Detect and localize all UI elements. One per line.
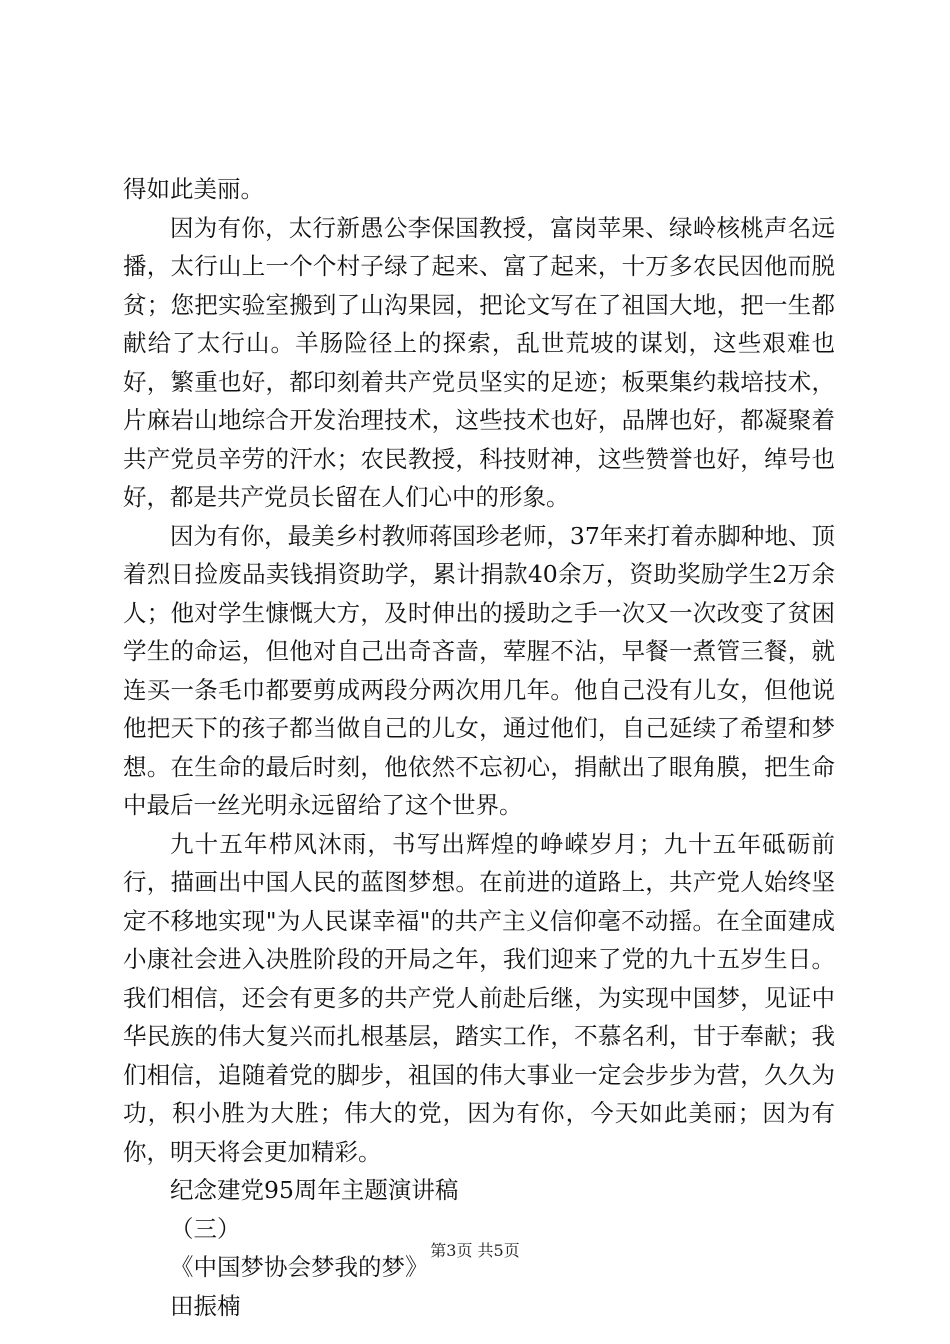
author-name: 田振楠 [170, 1291, 241, 1320]
document-body [123, 170, 835, 1325]
next-speech-number: （三） [170, 1214, 241, 1243]
paragraph-conclusion: 九十五年栉风沐雨，书写出辉煌的峥嵘岁月；九十五年砥砺前行，描画出中国人民的蓝图梦想。在前进的道路上，共产党人始终坚定不移地实现"为人民谋幸福"的共产主义信仰毫不动摇。在全面建成小康社会进入决胜阶段的开局之年，我们迎来了党的九十五岁生日。我们相信，还会有更多的共产党人前赴后继，为实现中国梦，见证中华民族的伟大复兴而扎根基层，踏实工作，不慕名利，甘于奉献；我们相信，追随着党的脚步，祖国的伟大事业一定会步步为营，久久为功，积小胜为大胜；伟大的党，因为有你，今天如此美丽；因为有你，明天将会更加精彩。 [123, 829, 835, 1166]
page-footer: 第3页 共5页 [430, 1241, 520, 1260]
next-speech-title: 纪念建党95周年主题演讲稿 [170, 1176, 459, 1204]
paragraph-jiang-guozhen: 因为有你，最美乡村教师蒋国珍老师，37年来打着赤脚种地、顶着烈日捡废品卖钱捐资助学，累计捐款40余万，资助奖励学生2万余人；他对学生慷慨大方，及时伸出的援助之手一次又一次改变了贫困学生的命运，但他对自己出奇吝啬，荤腥不沾，早餐一煮管三餐，就连买一条毛巾都要剪成两段分两次用几年。他自己没有儿女，但他说他把天下的孩子都当做自己的儿女，通过他们，自己延续了希望和梦想。在生命的最后时刻，他依然不忘初心，捐献出了眼角膜，把生命中最后一丝光明永远留给了这个世界。 [123, 521, 835, 819]
next-speech-subtitle: 《中国梦协会梦我的梦》 [170, 1253, 429, 1281]
paragraph-li-baoguo: 因为有你，太行新愚公李保国教授，富岗苹果、绿岭核桃声名远播，太行山上一个个村子绿了起来、富了起来，十万多农民因他而脱贫；您把实验室搬到了山沟果园，把论文写在了祖国大地，把一生都献给了太行山。羊肠险径上的探索，乱世荒坡的谋划，这些艰难也好，繁重也好，都印刻着共产党员坚实的足迹；板栗集约栽培技术，片麻岩山地综合开发治理技术，这些技术也好，品牌也好，都凝聚着共产党员辛劳的汗水；农民教授，科技财神，这些赞誉也好，绰号也好，都是共产党员长留在人们心中的形象。 [123, 213, 835, 511]
paragraph-continuation: 得如此美丽。 [123, 175, 264, 203]
